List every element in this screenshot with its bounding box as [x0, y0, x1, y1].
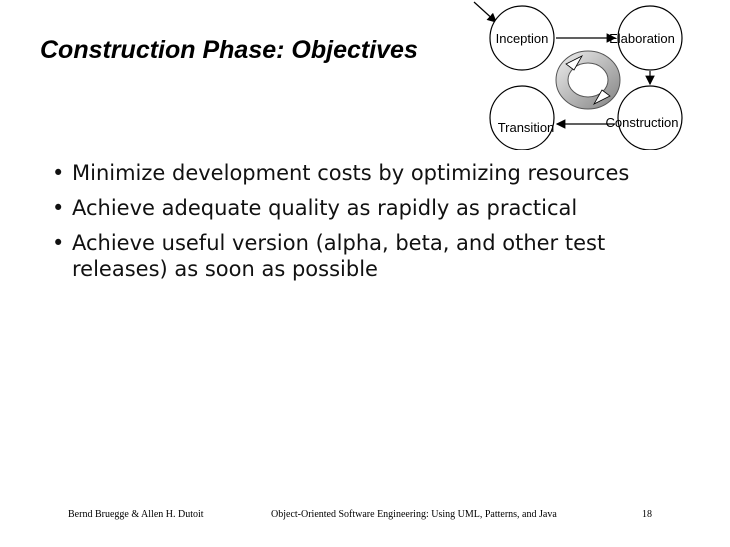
iteration-cycle-icon	[562, 56, 614, 104]
inception-label: Inception	[495, 31, 549, 46]
page-number: 18	[642, 509, 652, 520]
elaboration-label: Elaboration	[609, 31, 675, 46]
slide-title: Construction Phase: Objectives	[40, 36, 418, 64]
bullet-icon: •	[52, 196, 65, 220]
bullet-text: Achieve adequate quality as rapidly as practical	[72, 196, 578, 220]
bullet-text: Achieve useful version (alpha, beta, and other test releases) as soon as possible	[72, 231, 606, 281]
objectives-list	[52, 160, 692, 291]
lifecycle-diagram	[470, 0, 730, 150]
footer-book-title: Object-Oriented Software Engineering: Using UML, Patterns, and Java	[271, 509, 557, 520]
bullet-text: Minimize development costs by optimizing resources	[72, 161, 630, 185]
bullet-icon: •	[52, 231, 65, 255]
list-item	[52, 160, 692, 186]
bullet-icon: •	[52, 161, 65, 185]
transition-label: Transition	[497, 120, 555, 135]
entry-arrow	[474, 2, 496, 22]
construction-label: Construction	[605, 115, 679, 130]
list-item	[52, 195, 692, 221]
list-item	[52, 230, 692, 282]
footer-authors: Bernd Bruegge & Allen H. Dutoit	[68, 509, 204, 520]
transition-node	[490, 86, 554, 150]
